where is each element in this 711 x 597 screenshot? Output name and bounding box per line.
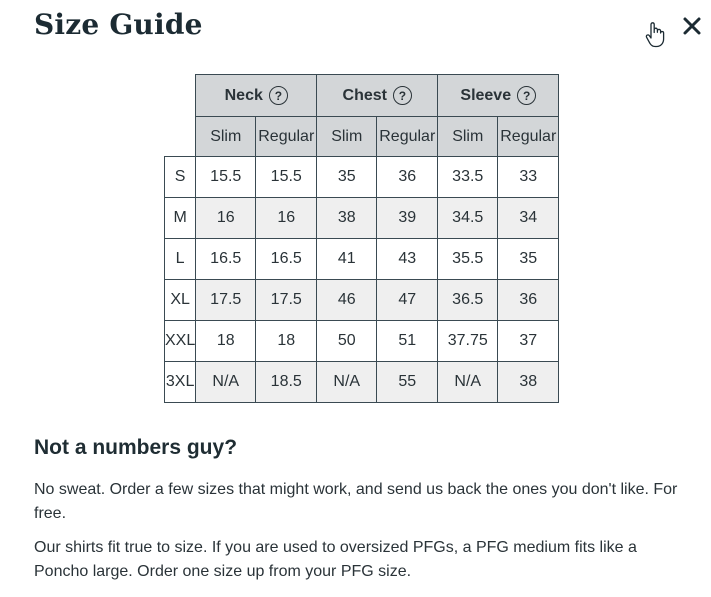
table-cell: 33.5	[438, 157, 498, 198]
table-cell: 17.5	[196, 280, 256, 321]
table-cell: 34.5	[438, 198, 498, 239]
table-cell: 15.5	[256, 157, 317, 198]
help-icon[interactable]: ?	[393, 86, 412, 105]
group-label-chest: Chest	[342, 86, 387, 104]
table-cell: 39	[377, 198, 438, 239]
table-cell: 33	[498, 157, 559, 198]
table-corner	[165, 75, 196, 117]
table-cell: 37	[498, 321, 559, 362]
table-cell: 36	[498, 280, 559, 321]
table-cell: 36.5	[438, 280, 498, 321]
table-cell: 51	[377, 321, 438, 362]
subheader-sleeve-slim: Slim	[438, 117, 498, 157]
table-cell: 38	[498, 362, 559, 403]
row-size-label: L	[165, 239, 196, 280]
table-cell: 55	[377, 362, 438, 403]
table-cell: 36	[377, 157, 438, 198]
table-cell: 18.5	[256, 362, 317, 403]
table-row	[165, 198, 559, 239]
table-cell: 18	[256, 321, 317, 362]
group-header-neck	[196, 75, 317, 117]
table-cell: 18	[196, 321, 256, 362]
table-row	[165, 157, 559, 198]
table-cell: 41	[317, 239, 377, 280]
row-size-label: XXL	[165, 321, 196, 362]
table-cell: 17.5	[256, 280, 317, 321]
table-cell: 35	[317, 157, 377, 198]
subheader-chest-regular: Regular	[377, 117, 438, 157]
group-label-neck: Neck	[224, 86, 263, 104]
info-paragraph-fit: Our shirts fit true to size. If you are used to oversized PFGs, a PFG medium fits like a Poncho large. Order one size up from your PFG size.	[34, 539, 637, 580]
table-cell: 16.5	[196, 239, 256, 280]
table-cell: N/A	[196, 362, 256, 403]
table-cell: 50	[317, 321, 377, 362]
table-cell: 37.75	[438, 321, 498, 362]
table-cell: 47	[377, 280, 438, 321]
info-paragraph-returns: No sweat. Order a few sizes that might work, and send us back the ones you don't like. For free.	[34, 481, 678, 522]
table-cell: N/A	[317, 362, 377, 403]
row-size-label: S	[165, 157, 196, 198]
table-cell: 15.5	[196, 157, 256, 198]
table-row	[165, 321, 559, 362]
group-header-sleeve	[438, 75, 559, 117]
subheader-neck-regular: Regular	[256, 117, 317, 157]
table-cell: N/A	[438, 362, 498, 403]
hand-cursor-icon	[644, 22, 666, 48]
table-row	[165, 239, 559, 280]
table-cell: 34	[498, 198, 559, 239]
row-size-label: XL	[165, 280, 196, 321]
help-icon[interactable]: ?	[517, 86, 536, 105]
size-table	[164, 74, 559, 403]
table-cell: 38	[317, 198, 377, 239]
close-button[interactable]	[679, 13, 705, 39]
table-cell: 16.5	[256, 239, 317, 280]
row-size-label: 3XL	[165, 362, 196, 403]
info-heading: Not a numbers guy?	[34, 436, 238, 459]
group-header-chest	[317, 75, 438, 117]
table-cell: 35.5	[438, 239, 498, 280]
table-cell: 16	[196, 198, 256, 239]
group-label-sleeve: Sleeve	[460, 86, 512, 104]
help-icon[interactable]: ?	[269, 86, 288, 105]
subheader-chest-slim: Slim	[317, 117, 377, 157]
subheader-sleeve-regular: Regular	[498, 117, 559, 157]
table-cell: 43	[377, 239, 438, 280]
close-icon	[682, 16, 702, 36]
table-row	[165, 280, 559, 321]
row-size-label: M	[165, 198, 196, 239]
subheader-neck-slim: Slim	[196, 117, 256, 157]
table-cell: 46	[317, 280, 377, 321]
table-cell: 35	[498, 239, 559, 280]
table-corner	[165, 117, 196, 157]
table-cell: 16	[256, 198, 317, 239]
table-row	[165, 362, 559, 403]
modal-title: Size Guide	[34, 8, 203, 41]
